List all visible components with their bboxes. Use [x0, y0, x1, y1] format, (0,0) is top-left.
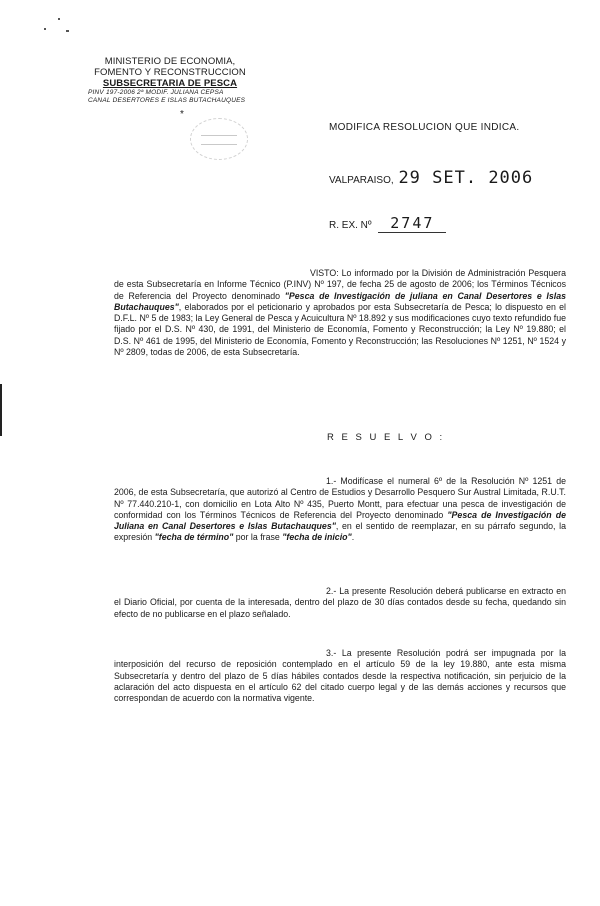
star-mark: * — [180, 109, 184, 120]
rex-label: R. EX. Nº — [329, 220, 372, 231]
visto-text-2: , elaborados por el peticionario y aprobados por esta Subsecretaría de Pesca; lo dispuesto en el D.F.L. Nº 5 de 1983; la Ley General de Pesca y Acuicultura Nº 18.892 y sus modificaciones cuyo texto refundido fue fijado por el D.S. Nº 430, de 1991, del Ministerio de Economía, Fomento y Reconstrucción; la Ley Nº 19.880; el D.S. Nº 461 de 1995, del Ministerio de Economía, Fomento y Reconstrucción; las Resoluciones Nº 1251, Nº 1524 y Nº 2809, todas de 2006, de esta Subsecretaría. — [114, 301, 566, 358]
resuelvo-heading: R E S U E L V O : — [327, 432, 445, 443]
ministry-line-1: MINISTERIO DE ECONOMIA, — [104, 56, 236, 67]
reference-line-2: CANAL DESERTORES E ISLAS BUTACHAUQUES — [88, 97, 246, 104]
visto-label: VISTO: — [310, 268, 339, 278]
subsecretaria-line: SUBSECRETARIA DE PESCA — [102, 78, 238, 89]
visto-paragraph — [114, 268, 566, 358]
item-1-new-phrase: "fecha de inicio" — [282, 532, 352, 543]
item-1-number: 1.- — [326, 476, 337, 486]
item-1-text-1: Modifícase el numeral 6º de la Resolución Nº 1251 de 2006, de esta Subsecretaría, que autorizó al Centro de Estudios y Desarrollo Pesquero Sur Austral Limitada, R.U.T. Nº 77.440.210-1, con domicilio en Lota Alto Nº 435, Puerto Montt, para efectuar una pesca de investigación de conformidad con los Términos Técnicos de Referencia del Proyecto denominado — [114, 476, 566, 520]
visto-project-name: "Pesca de Investigación de juliana en Canal Desertores e Islas Butachauques" — [114, 290, 566, 312]
document-title: MODIFICA RESOLUCION QUE INDICA. — [329, 122, 520, 133]
resolution-number — [329, 214, 446, 233]
item-1-text-3: por la frase — [233, 532, 283, 543]
item-2-number: 2.- — [326, 586, 337, 596]
item-2-text: La presente Resolución deberá publicarse en extracto en el Diario Oficial, por cuenta de la interesada, dentro del plazo de 30 días contados desde su fecha, quedando sin efecto de no publicarse en el plazo señalado. — [114, 586, 566, 619]
office-stamp — [190, 118, 248, 160]
item-1-text-2: , en el sentido de reemplazar, en su párrafo segundo, la expresión — [114, 521, 567, 543]
item-1-paragraph — [114, 476, 566, 544]
date-stamp: 29 SET. 2006 — [398, 168, 534, 188]
item-1-text-4: . — [351, 532, 355, 543]
place-label: VALPARAISO, — [329, 175, 394, 186]
item-3-number: 3.- — [326, 648, 337, 658]
item-1-project-name: "Pesca de Investigación de Juliana en Canal Desertores e Islas Butachauques" — [114, 509, 566, 532]
visto-text-1: Lo informado por la División de Administración Pesquera de esta Subsecretaría en Informe Técnico (P.INV) Nº 197, de fecha 25 de agosto de 2006; los Términos Técnicos de Referencia del Proyecto denominado — [114, 268, 566, 301]
reference-line-1: PINV 197-2006 2ª MODIF. JULIANA CEPSA — [88, 89, 224, 96]
item-1-old-phrase: "fecha de término" — [154, 532, 234, 543]
ministry-line-2: FOMENTO Y RECONSTRUCCION — [94, 67, 246, 78]
item-2-paragraph — [114, 586, 566, 620]
institution-header — [70, 56, 270, 105]
rex-number: 2747 — [378, 214, 446, 233]
item-3-paragraph — [114, 648, 566, 704]
place-date — [329, 168, 533, 188]
item-3-text: La presente Resolución podrá ser impugnada por la interposición del recurso de reposición contemplado en el artículo 59 de la ley 19.880, ante esta misma Subsecretaría y dentro del plazo de 5 días hábiles contados desde la respectiva notificación, sin perjuicio de la aclaración del acto dispuesta en el artículo 62 del citado cuerpo legal y de las demás acciones y recursos que correspondan de acuerdo con la normativa vigente. — [114, 648, 566, 704]
